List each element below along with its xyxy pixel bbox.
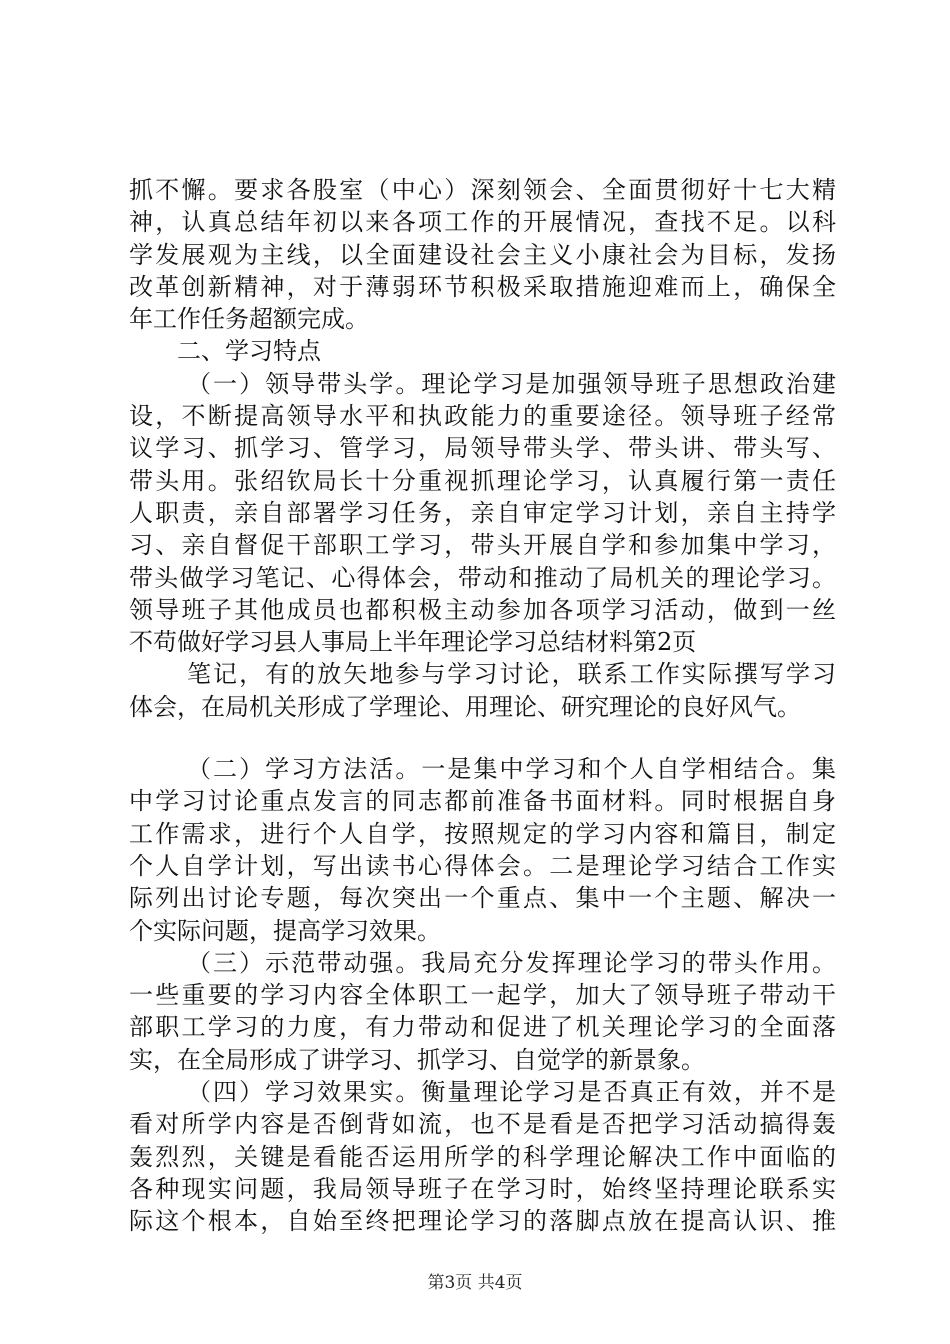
text-line: 一些重要的学习内容全体职工一起学，加大了领导班子带动干 (129, 981, 836, 1010)
text-line: 际列出讨论专题，每次突出一个重点、集中一个主题、解决一 (129, 884, 836, 913)
text-line: 学发展观为主线，以全面建设社会主义小康社会为目标，发扬 (129, 240, 836, 269)
text-line: 神，认真总结年初以来各项工作的开展情况，查找不足。以科 (129, 208, 836, 237)
document-body (129, 174, 836, 1238)
text-line: 设，不断提高领导水平和执政能力的重要途径。领导班子经常 (129, 402, 836, 431)
text-line: 习、亲自督促干部职工学习，带头开展自学和参加集中学习， (129, 531, 836, 560)
text-line: 笔记，有的放矢地参与学习讨论，联系工作实际撰写学习 (187, 660, 836, 689)
text-line: 议学习、抓学习、管学习，局领导带头学、带头讲、带头写、 (129, 434, 836, 463)
text-line: 轰烈烈，关键是看能否运用所学的科学理论解决工作中面临的 (129, 1142, 836, 1171)
text-line: 领导班子其他成员也都积极主动参加各项学习活动，做到一丝 (129, 595, 836, 624)
text-line: 带头用。张绍钦局长十分重视抓理论学习，认真履行第一责任 (129, 466, 836, 495)
text-line: 部职工学习的力度，有力带动和促进了机关理论学习的全面落 (129, 1013, 836, 1042)
text-line: 不苟做好学习县人事局上半年理论学习总结材料第2页 (129, 628, 697, 657)
text-line: 人职责，亲自部署学习任务，亲自审定学习计划，亲自主持学 (129, 498, 836, 527)
text-line: 带头做学习笔记、心得体会，带动和推动了局机关的理论学习。 (129, 563, 836, 592)
paragraph-gap (129, 723, 836, 753)
text-line: 年工作任务超额完成。 (129, 305, 369, 334)
text-line: 实，在全局形成了讲学习、抓学习、自觉学的新景象。 (129, 1045, 705, 1074)
text-line: 际这个根本，自始至终把理论学习的落脚点放在提高认识、推 (129, 1207, 836, 1236)
text-line: 改革创新精神，对于薄弱环节积极采取措施迎难而上，确保全 (129, 272, 836, 301)
text-line: （三）示范带动强。我局充分发挥理论学习的带头作用。 (187, 948, 836, 977)
text-line: 中学习讨论重点发言的同志都前准备书面材料。同时根据自身 (129, 787, 836, 816)
text-line: （二）学习方法活。一是集中学习和个人自学相结合。集 (187, 755, 836, 784)
text-line: （一）领导带头学。理论学习是加强领导班子思想政治建 (187, 369, 836, 398)
text-line: 体会，在局机关形成了学理论、用理论、研究理论的良好风气。 (129, 692, 801, 721)
text-line: （四）学习效果实。衡量理论学习是否真正有效，并不是 (187, 1078, 836, 1107)
text-line: 抓不懈。要求各股室（中心）深刻领会、全面贯彻好十七大精 (129, 176, 836, 204)
text-line: 个实际问题，提高学习效果。 (129, 916, 441, 945)
page-number-footer: 第3页 共4页 (427, 1273, 523, 1293)
text-line: 工作需求，进行个人自学，按照规定的学习内容和篇目，制定 (129, 819, 836, 848)
text-line: 看对所学内容是否倒背如流，也不是看是否把学习活动搞得轰 (129, 1110, 836, 1139)
text-line: 各种现实问题，我局领导班子在学习时，始终坚持理论联系实 (129, 1174, 836, 1203)
text-line: 个人自学计划，写出读书心得体会。二是理论学习结合工作实 (129, 851, 836, 880)
section-heading: 二、学习特点 (177, 337, 321, 366)
